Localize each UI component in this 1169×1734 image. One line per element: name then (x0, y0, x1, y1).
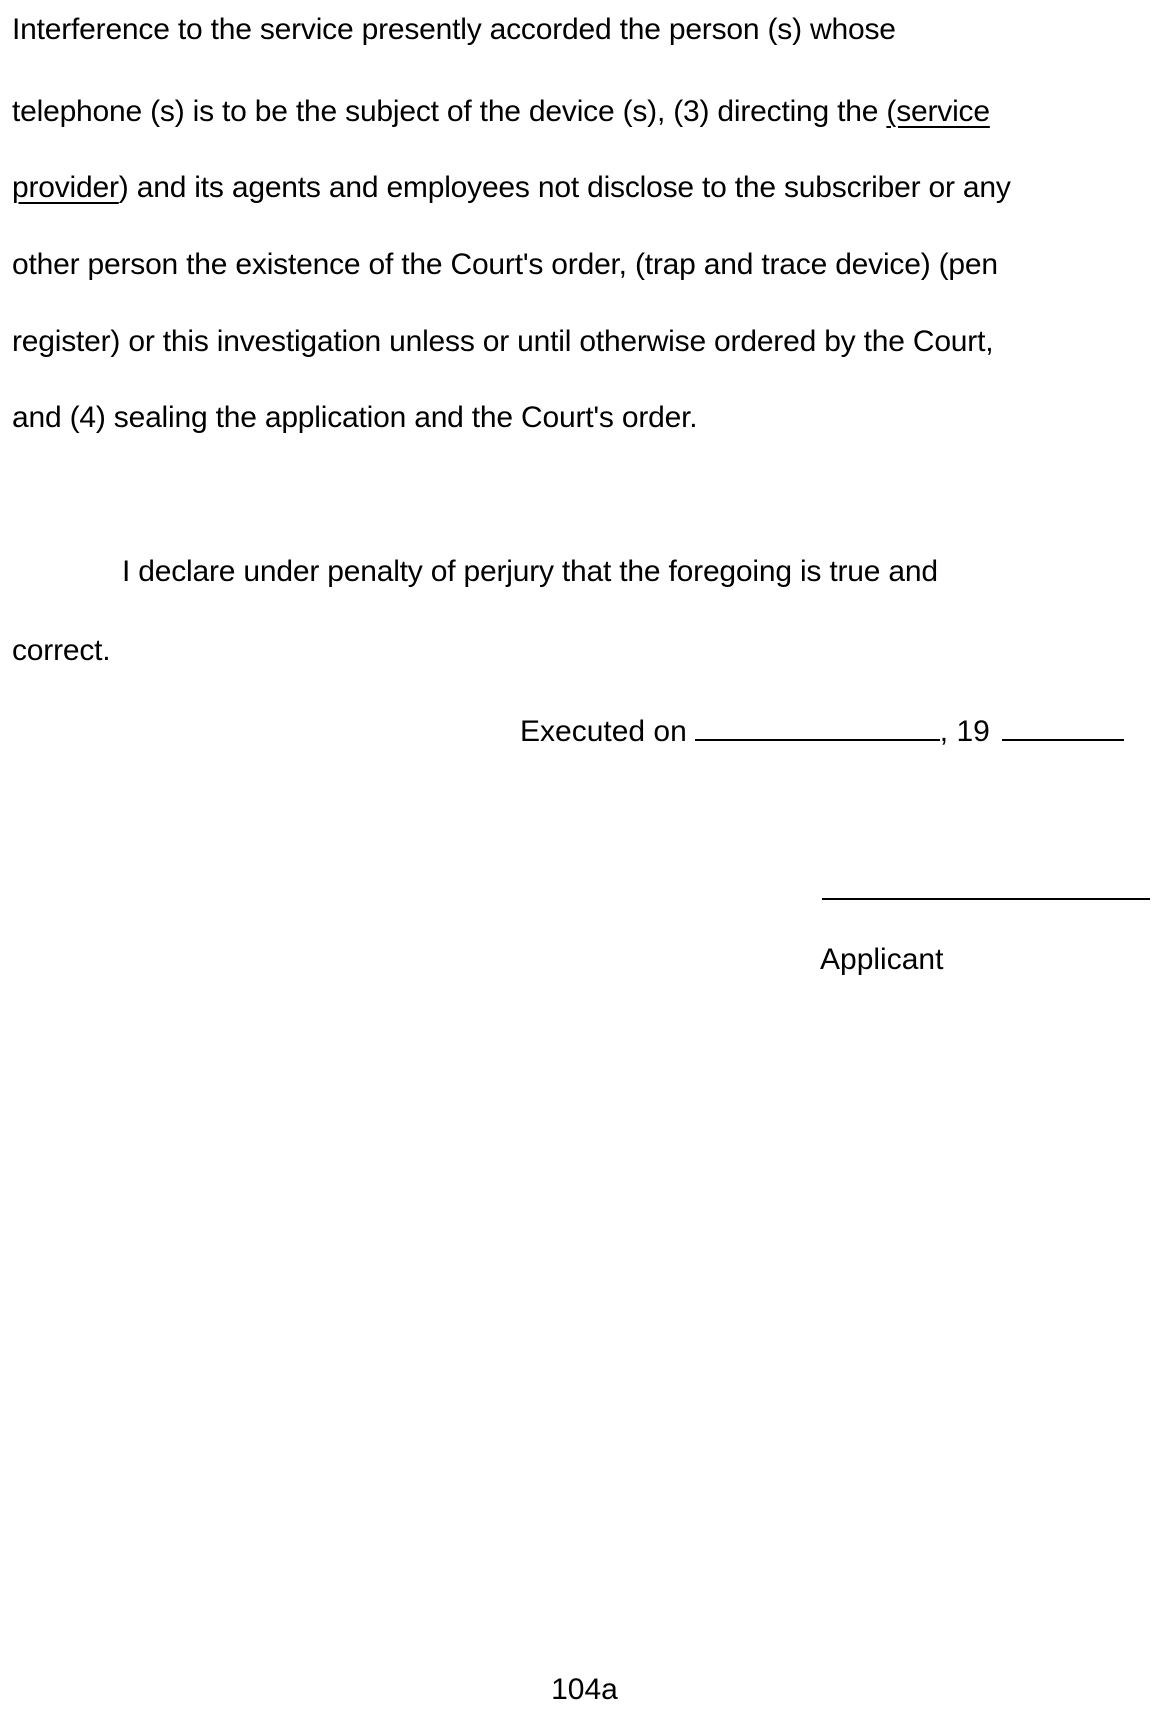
applicant-label: Applicant (820, 943, 944, 976)
year-prefix-label: , 19 (939, 715, 990, 748)
declaration-line-2: correct. (12, 634, 111, 667)
signature-line (822, 898, 1150, 900)
page-number: 104a (551, 1673, 618, 1706)
service-provider-underlined-start: (service (886, 95, 990, 128)
body-line-4: other person the existence of the Court's order, (trap and trace device) (pen (12, 248, 998, 281)
service-provider-underlined-end: provider (12, 171, 119, 204)
body-line-2 (12, 94, 990, 130)
year-blank (1002, 709, 1124, 741)
body-line-3-text: ) and its agents and employees not disclose to the subscriber or any (118, 171, 1011, 204)
date-blank (695, 709, 940, 741)
body-line-6: and (4) sealing the application and the Court's order. (12, 401, 698, 434)
execution-date-line (520, 709, 1124, 750)
executed-on-label: Executed on (520, 715, 687, 748)
body-line-2-text: telephone (s) is to be the subject of the device (s), (3) directing the (12, 95, 887, 128)
body-line-1: Interference to the service presently accorded the person (s) whose (12, 13, 896, 46)
declaration-line-1: I declare under penalty of perjury that the foregoing is true and (122, 555, 938, 588)
body-line-5: register) or this investigation unless or until otherwise ordered by the Court, (12, 325, 994, 358)
body-line-3 (12, 170, 1011, 206)
